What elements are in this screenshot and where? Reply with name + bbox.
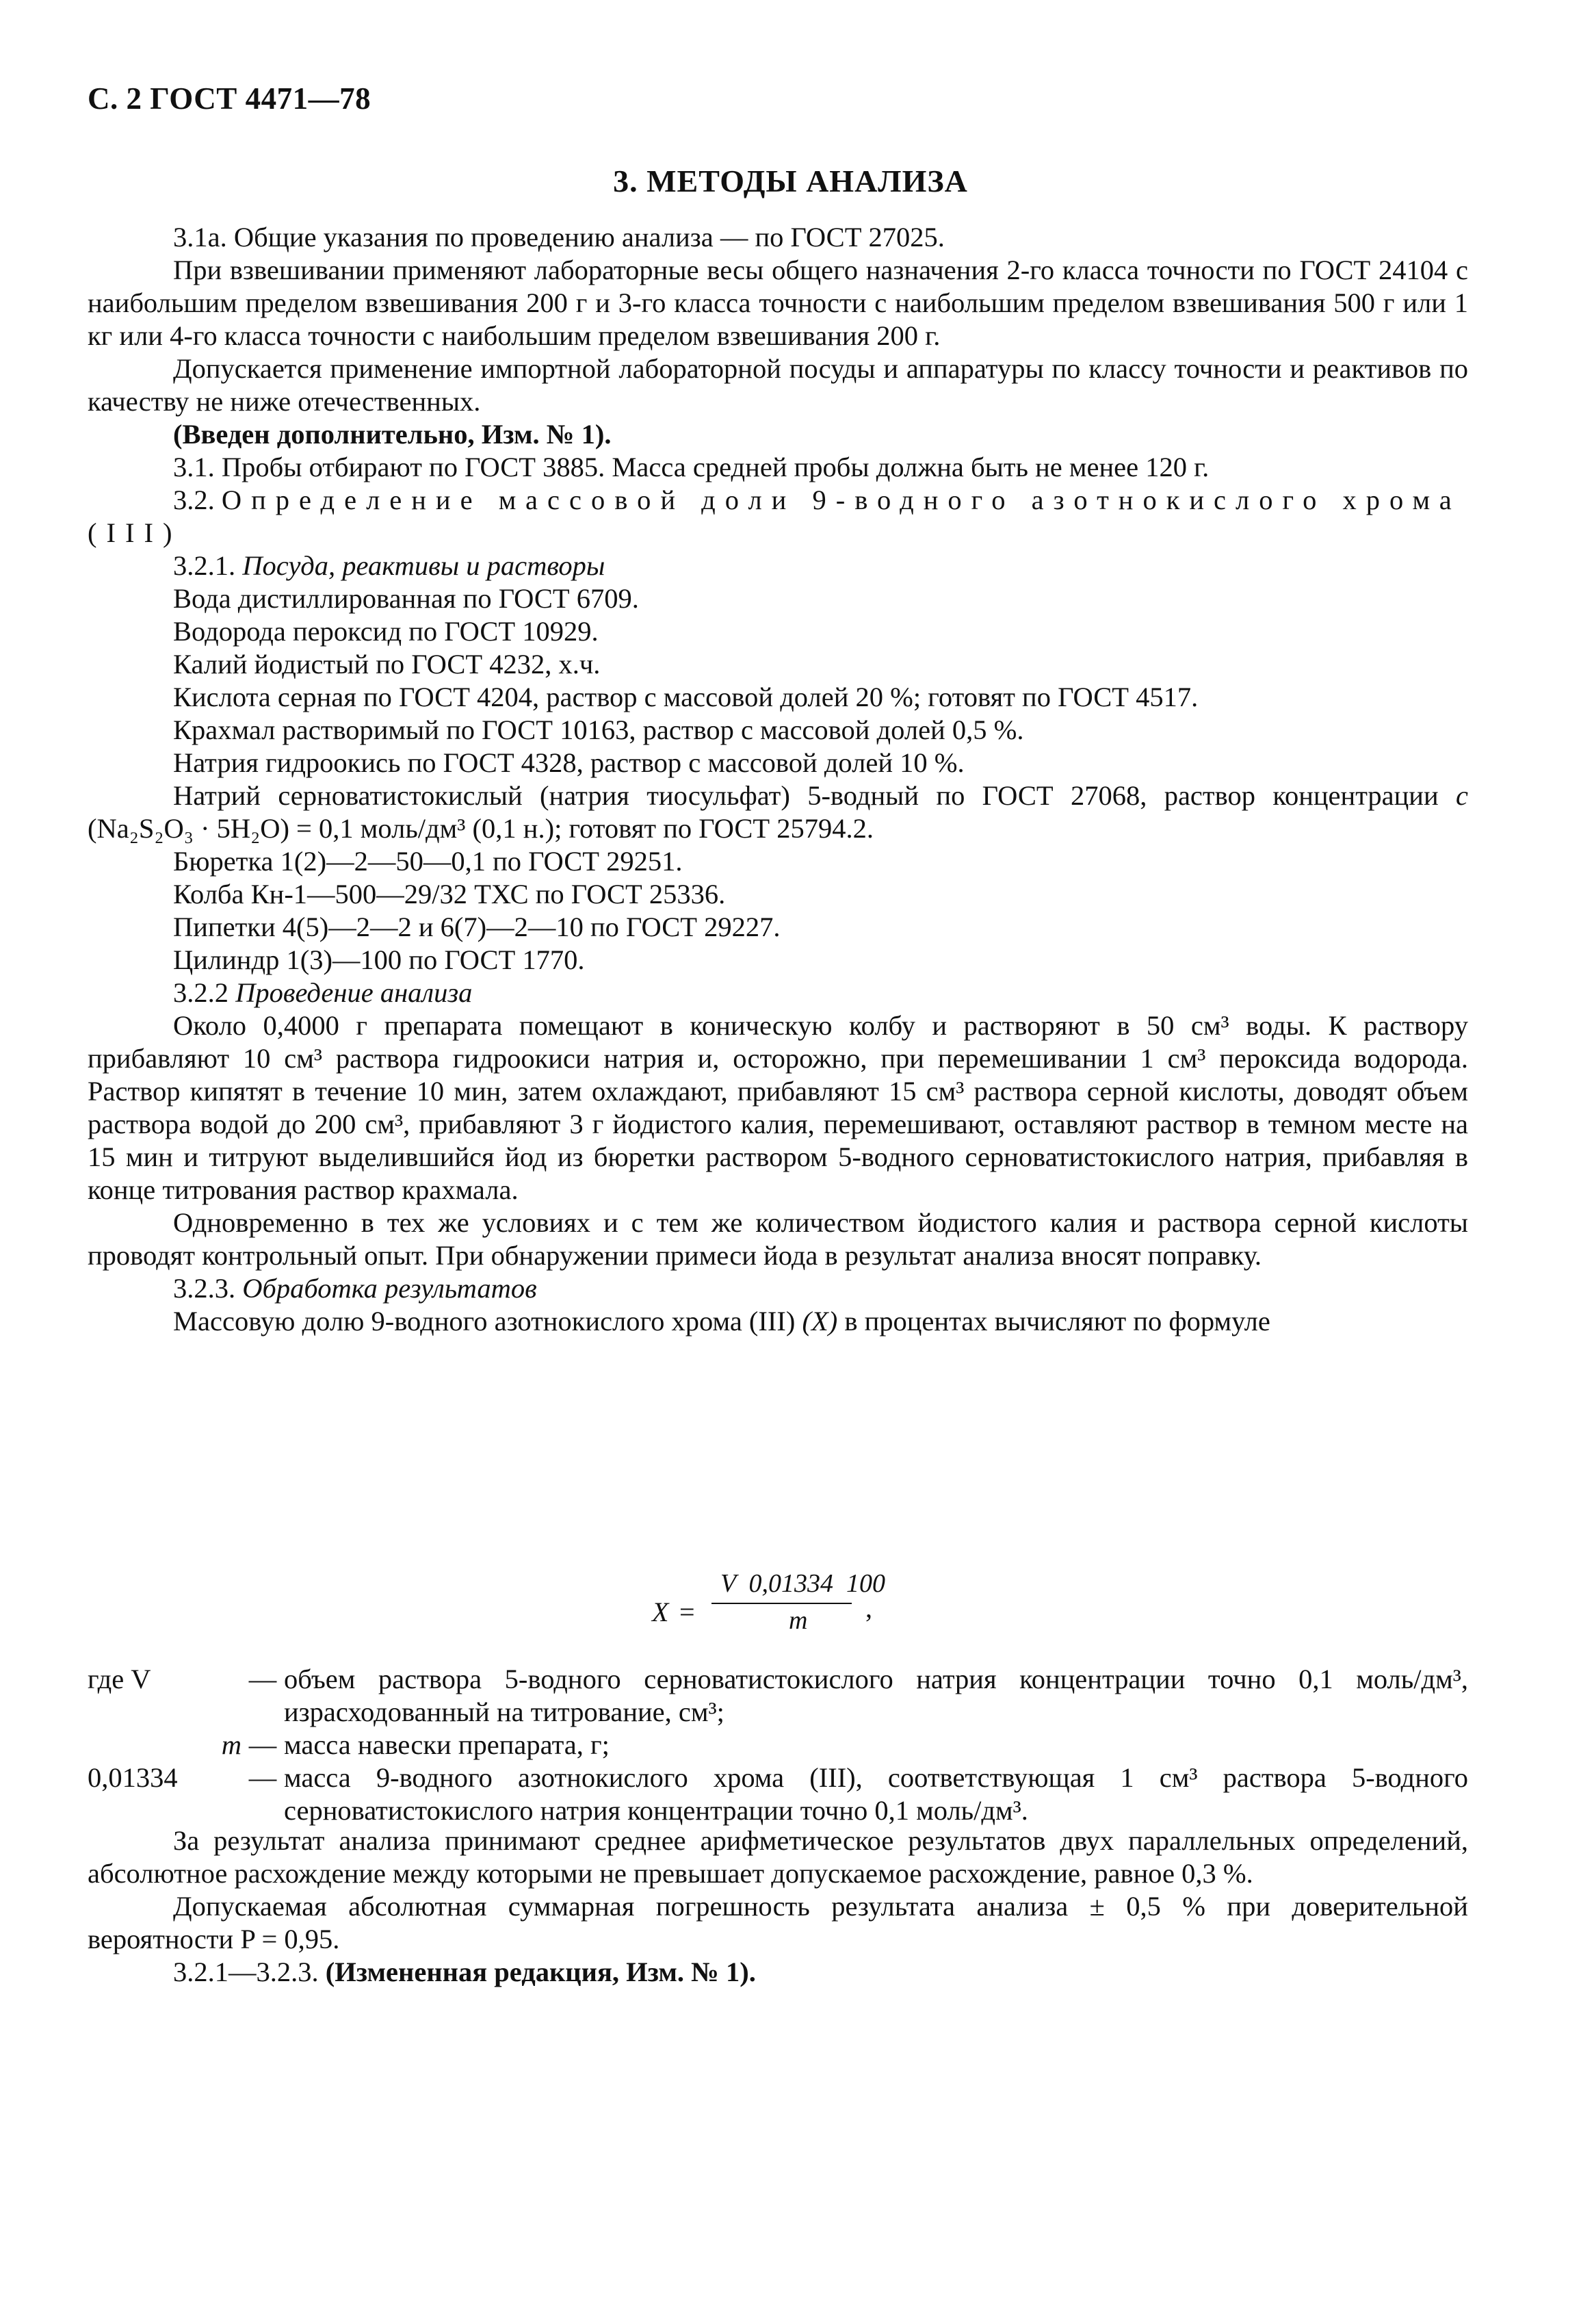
definition-text: масса навески препарата, г; bbox=[284, 1729, 610, 1760]
document-tail bbox=[88, 1824, 1468, 1989]
paragraph-weighing: При взвешивании применяют лабораторные весы общего назначения 2-го класса точности по ГОСТ 24104 с наибольшим пределом взвешивания 200 г и 3-го класса точности с наибольшим пределом взвешивания 500 г или 1 кг или 4-го класса точности с наибольшим пределом взвешивания 200 г. bbox=[88, 255, 1468, 351]
document-body bbox=[88, 221, 1468, 1338]
definition-text: объем раствора 5-водного серноватистокислого натрия концентрации точно 0,1 моль/дм³, израсходованный на титрование, см³; bbox=[284, 1664, 1468, 1727]
apparatus-item: Цилиндр 1(3)—100 по ГОСТ 1770. bbox=[173, 944, 585, 975]
section-title: 3. МЕТОДЫ АНАЛИЗА bbox=[613, 164, 968, 198]
amendment-note: (Введен дополнительно, Изм. № 1). bbox=[173, 419, 612, 450]
paragraph-3-2-3 bbox=[88, 1272, 1468, 1305]
paragraph-control: Одновременно в тех же условиях и с тем же количеством йодистого калия и раствора серной кислоты проводят контрольный опыт. При обнаружении примеси йода в результат анализа вносят поправку. bbox=[88, 1207, 1468, 1271]
paragraph-procedure: Около 0,4000 г препарата помещают в коническую колбу и растворяют в 50 см³ воды. К раствору прибавляют 10 см³ раствора гидроокиси натрия и, осторожно, при перемешивании 1 см³ пероксида водорода. Раствор кипятят в течение 10 мин, затем охлаждают, прибавляют 15 см³ раствора серной кислоты, доводят объем раствора водой до 200 см³, прибавляют 3 г йодистого калия, перемешивают, оставляют раствор в темном месте на 15 мин и титруют выделившийся йод из бюретки раствором 5-водного серноватистокислого натрия, прибавляя в конце титрования раствор крахмала. bbox=[88, 1010, 1468, 1205]
formula-comma: , bbox=[865, 1592, 872, 1623]
apparatus-item: Бюретка 1(2)—2—50—0,1 по ГОСТ 29251. bbox=[173, 846, 683, 877]
clause-number: 3.2.1. bbox=[173, 550, 236, 581]
apparatus-item: Колба Кн-1—500—29/32 ТХС по ГОСТ 25336. bbox=[173, 879, 726, 909]
amendment-note: (Измененная редакция, Изм. № 1). bbox=[325, 1957, 756, 1987]
concentration-symbol: c bbox=[1456, 780, 1468, 811]
clause-title: Обработка результатов bbox=[242, 1273, 537, 1304]
fraction-bar bbox=[711, 1603, 852, 1604]
definition-text: масса 9-водного азотнокислого хрома (III), соответствующая 1 см³ раствора 5-водного серноватистокислого натрия концентрации точно 0,1 моль/дм³. bbox=[284, 1762, 1468, 1826]
reagent-item: Натрия гидроокись по ГОСТ 4328, раствор с массовой долей 10 %. bbox=[173, 747, 965, 778]
paragraph-3-2 bbox=[88, 484, 1468, 550]
calc-text: Массовую долю 9-водного азотнокислого хрома (III) bbox=[173, 1306, 796, 1337]
paragraph-import: Допускается применение импортной лабораторной посуды и аппаратуры по классу точности и реактивов по качеству не ниже отечественных. bbox=[88, 353, 1468, 417]
reagent-item-thiosulfate bbox=[88, 779, 1468, 845]
apparatus-item: Пипетки 4(5)—2—2 и 6(7)—2—10 по ГОСТ 29227. bbox=[173, 912, 781, 942]
paragraph-3-2-2 bbox=[88, 977, 1468, 1009]
page-header: С. 2 ГОСТ 4471—78 bbox=[88, 81, 371, 116]
calc-text-end: в процентах вычисляют по формуле bbox=[844, 1306, 1270, 1337]
paragraph-3-2-1 bbox=[88, 550, 1468, 582]
definition-symbol: m bbox=[221, 1729, 241, 1760]
paragraph-error: Допускаемая абсолютная суммарная погрешность результата анализа ± 0,5 % при доверительной вероятности P = 0,95. bbox=[88, 1891, 1468, 1954]
reagent-item: Вода дистиллированная по ГОСТ 6709. bbox=[173, 583, 639, 614]
reagent-item: Крахмал растворимый по ГОСТ 10163, раствор с массовой долей 0,5 %. bbox=[173, 714, 1024, 745]
paragraph-final bbox=[88, 1956, 1468, 1989]
formula-numerator: V 0,01334 100 bbox=[720, 1569, 886, 1598]
clause-title: Проведение анализа bbox=[235, 977, 473, 1008]
clause-title: Определение массовой доли 9-водного азотнокислого хрома (III) bbox=[88, 485, 1461, 548]
variable-x: (X) bbox=[802, 1306, 838, 1337]
thiosulfate-text: Натрий серноватистокислый (натрия тиосульфат) 5-водный по ГОСТ 27068, раствор концентрации bbox=[173, 780, 1439, 811]
thiosulfate-formula: (Na₂S₂O₃ · 5H₂O) = 0,1 моль/дм³ (0,1 н.); готовят по ГОСТ 25794.2. bbox=[88, 813, 874, 844]
formula-lhs: X bbox=[652, 1597, 669, 1627]
reagent-item: Кислота серная по ГОСТ 4204, раствор с массовой долей 20 %; готовят по ГОСТ 4517. bbox=[173, 682, 1199, 712]
paragraph-result: За результат анализа принимают среднее арифметическое результатов двух параллельных определений, абсолютное расхождение между которыми не превышает допускаемое расхождение, равное 0,3 %. bbox=[88, 1825, 1468, 1889]
clause-number: 3.2.2 bbox=[173, 977, 228, 1008]
clause-number: 3.2.1—3.2.3. bbox=[173, 1957, 319, 1987]
reagent-item: Калий йодистый по ГОСТ 4232, х.ч. bbox=[173, 649, 601, 680]
definition-symbol: 0,01334 bbox=[88, 1762, 178, 1793]
definition-row bbox=[88, 1663, 1468, 1729]
formula bbox=[640, 1567, 982, 1649]
paragraph-3-1a: 3.1а. Общие указания по проведению анализа — по ГОСТ 27025. bbox=[173, 222, 945, 253]
paragraph-3-1: 3.1. Пробы отбирают по ГОСТ 3885. Масса средней пробы должна быть не менее 120 г. bbox=[173, 452, 1210, 482]
clause-title: Посуда, реактивы и растворы bbox=[242, 550, 605, 581]
formula-equals: = bbox=[679, 1597, 695, 1627]
definition-dash: — bbox=[248, 1762, 277, 1793]
paragraph-calculation bbox=[88, 1305, 1468, 1338]
definition-dash: — bbox=[248, 1664, 277, 1694]
clause-number: 3.2.3. bbox=[173, 1273, 236, 1304]
definition-row bbox=[88, 1729, 1468, 1761]
definition-row bbox=[88, 1761, 1468, 1827]
reagent-item: Водорода пероксид по ГОСТ 10929. bbox=[173, 616, 599, 647]
definition-dash: — bbox=[248, 1729, 277, 1760]
clause-number: 3.2. bbox=[173, 485, 215, 515]
formula-denominator: m bbox=[789, 1606, 808, 1635]
definition-symbol: где V bbox=[88, 1664, 151, 1694]
symbol-definitions bbox=[88, 1663, 1468, 1827]
